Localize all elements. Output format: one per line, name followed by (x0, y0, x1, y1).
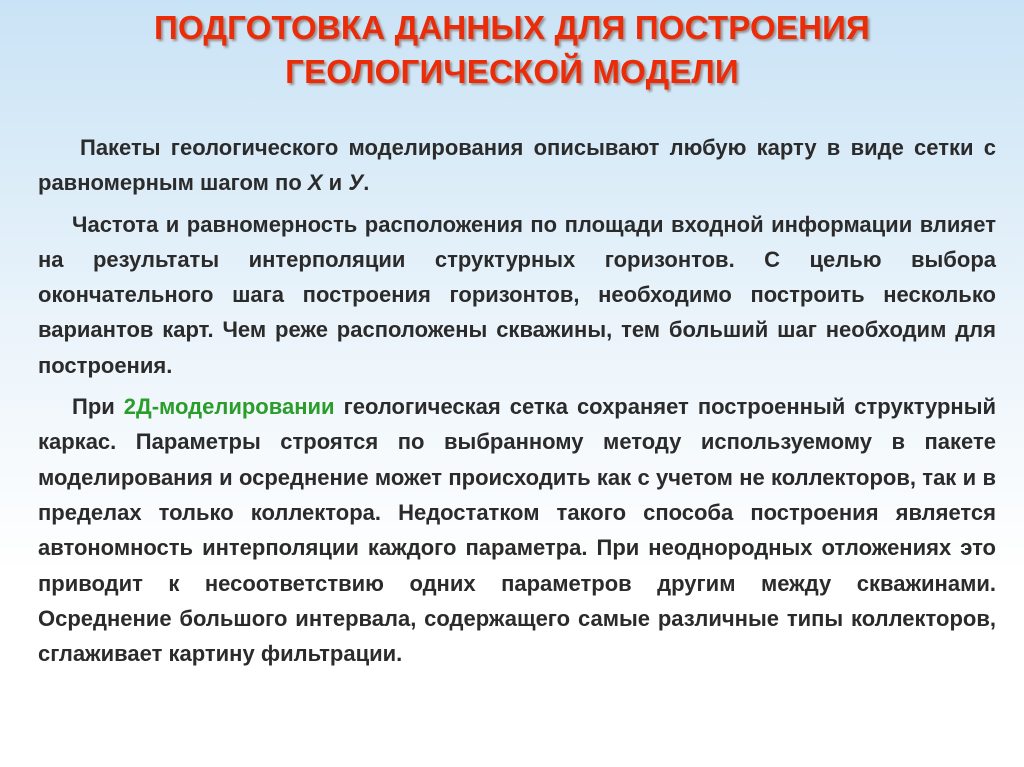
slide-body (38, 130, 996, 671)
paragraph-grid-description (38, 130, 996, 201)
axis-y-label: У (348, 170, 364, 196)
paragraph-1-end: . (363, 170, 370, 196)
axis-x-label: Х (307, 170, 323, 196)
paragraph-data-density: Частота и равномерность расположения по площади входной информации влияет на результаты интерполяции структурных горизонтов. С целью выбора окончательного шага построения горизонтов, необходимо построить несколько вариантов карт. Чем реже расположены скважины, тем больший шаг необходим для построения. (38, 211, 996, 378)
slide-title (40, 6, 984, 94)
slide-title-line-2: ГЕОЛОГИЧЕСКОЙ МОДЕЛИ (285, 53, 739, 90)
paragraph-1-conjunction: и (322, 170, 349, 196)
slide-title-line-1: ПОДГОТОВКА ДАННЫХ ДЛЯ ПОСТРОЕНИЯ (154, 9, 870, 46)
paragraph-2d-modeling (38, 389, 996, 671)
paragraph-1-text: Пакеты геологического моделирования описывают любую карту в виде сетки с равномерным шагом по (38, 135, 996, 196)
highlight-2d-modeling: 2Д-моделировании (123, 394, 335, 420)
paragraph-3-prefix: При (72, 394, 124, 420)
paragraph-3-text: геологическая сетка сохраняет построенный структурный каркас. Параметры строятся по выбранному методу используемому в пакете моделирования и осреднение может происходить как с учетом не коллекторов, так и в пределах только коллектора. Недостатком такого способа построения является автономность интерполяции каждого параметра. При неоднородных отложениях это приводит к несоответствию одних параметров другим между скважинами. Осреднение большого интервала, содержащего самые различные типы коллекторов, сглаживает картину фильтрации. (38, 394, 997, 667)
